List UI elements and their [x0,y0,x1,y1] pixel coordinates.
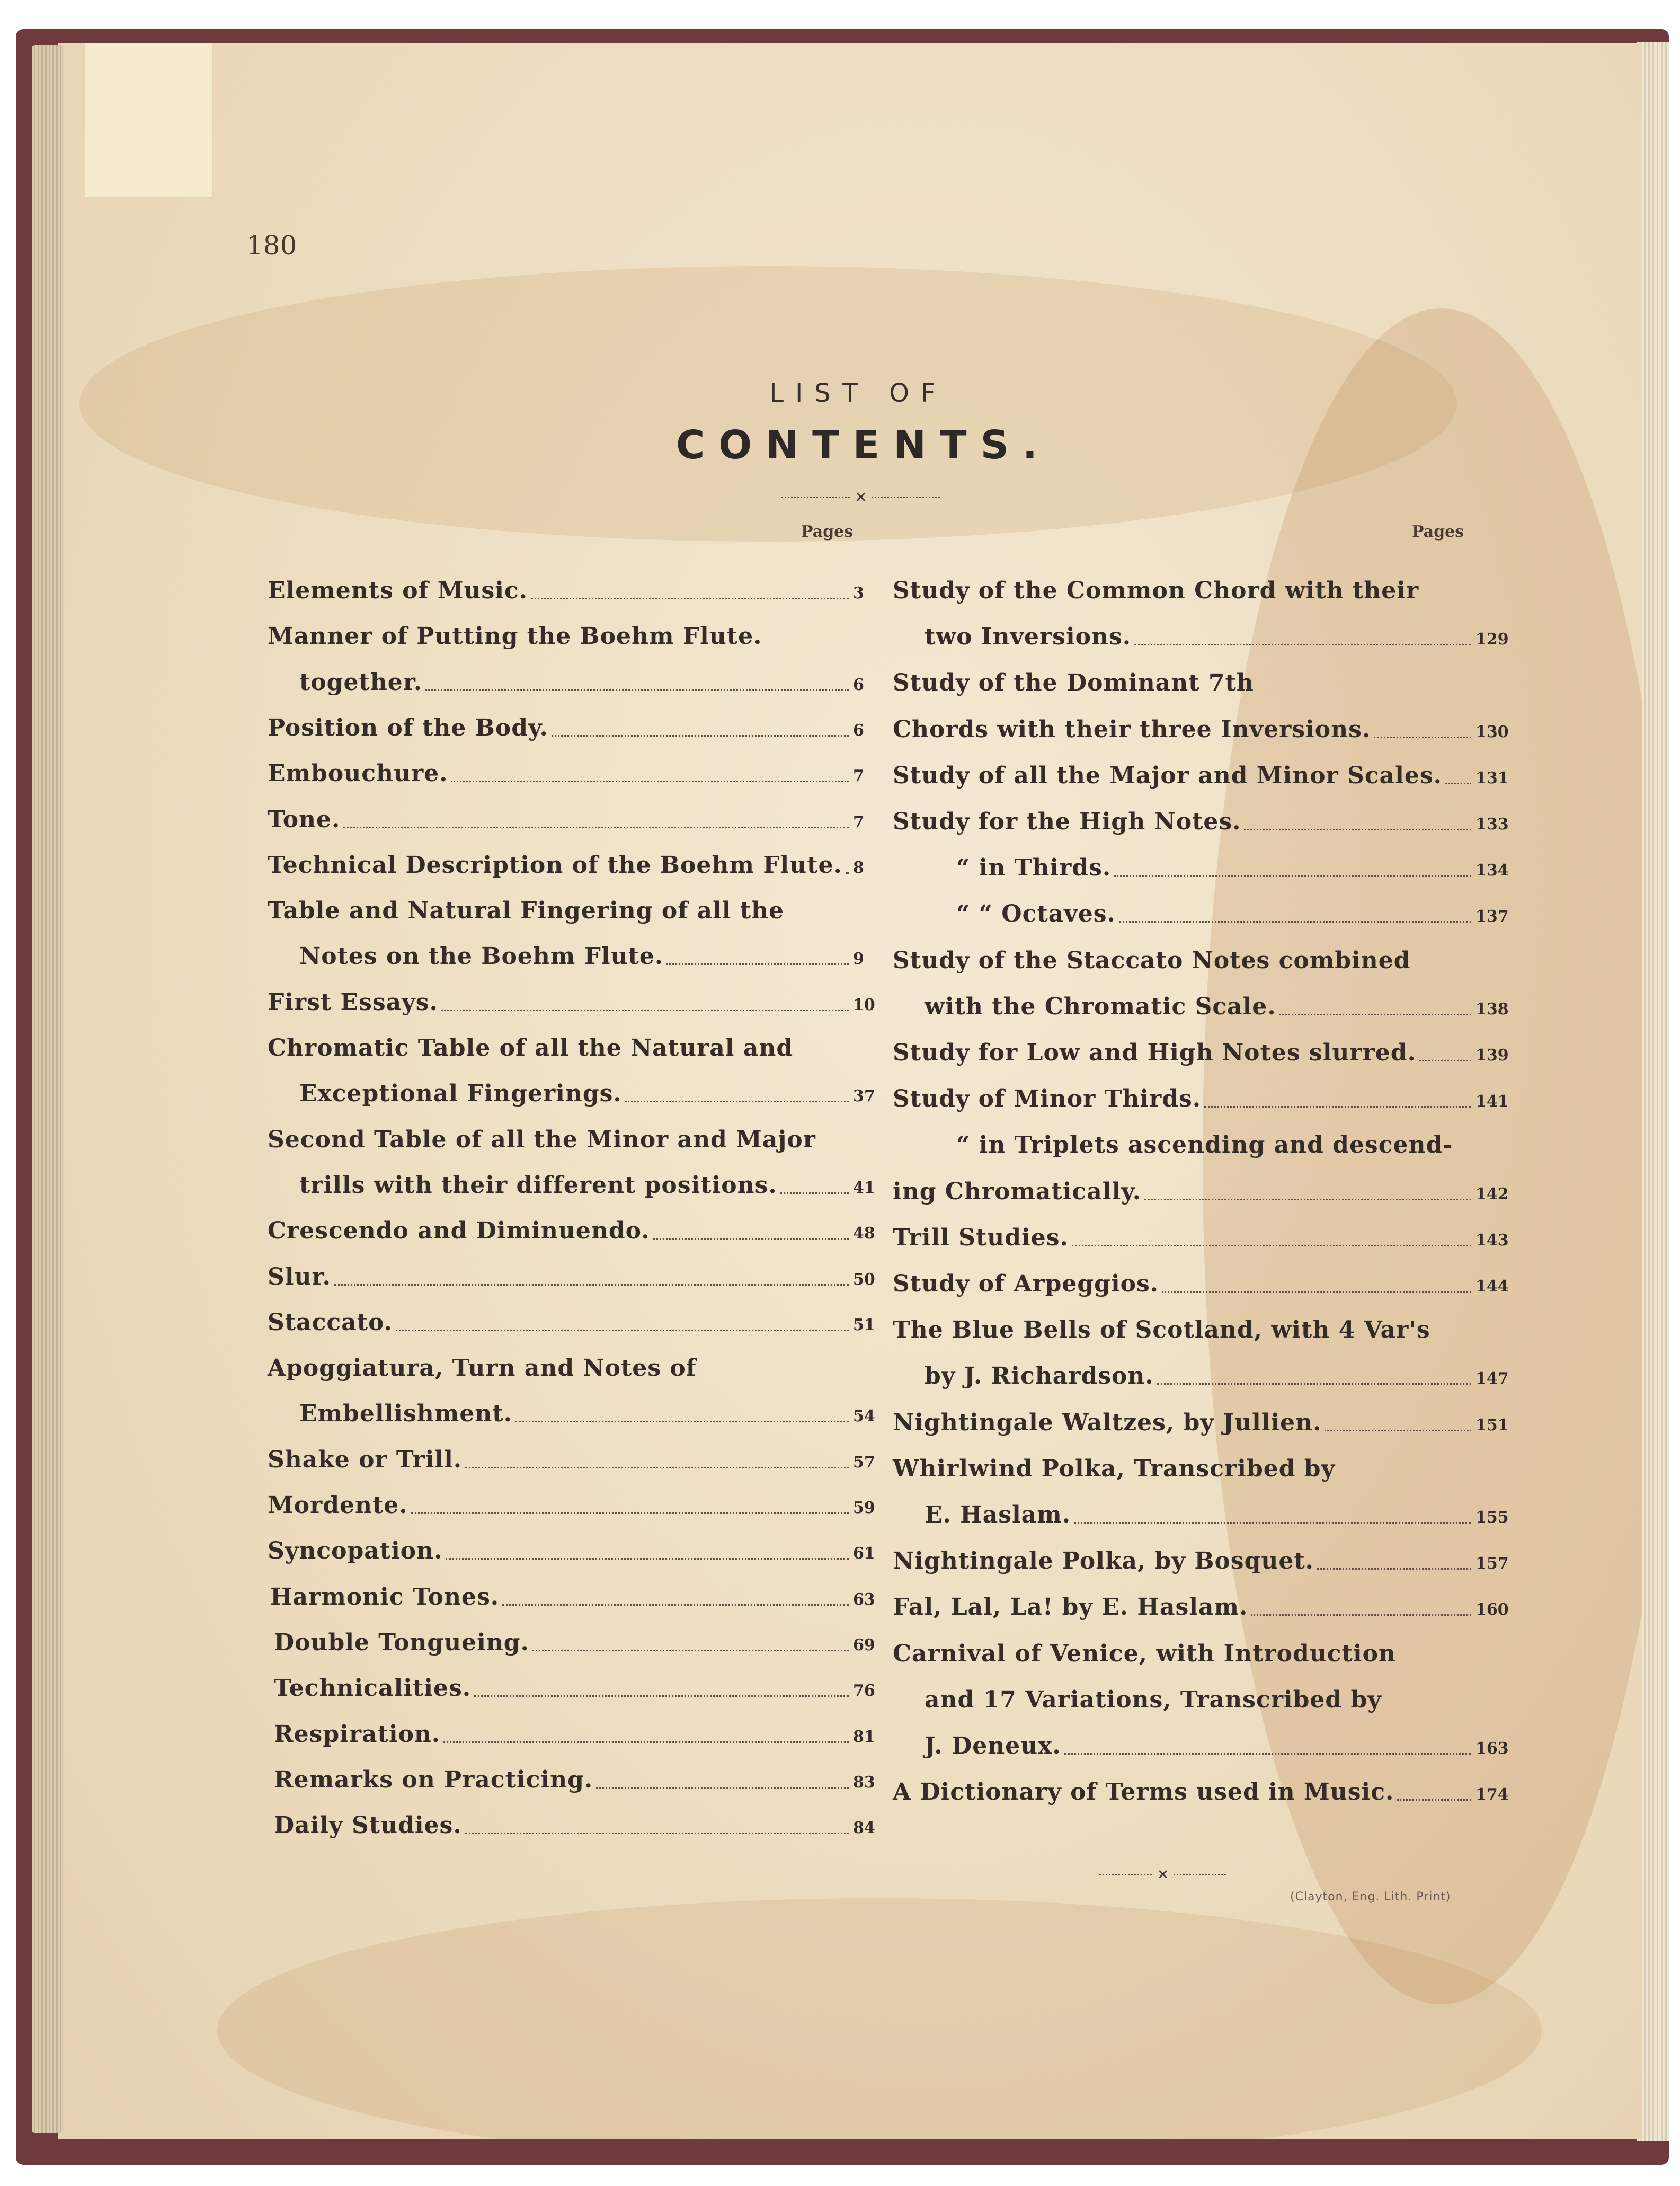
contents-entry [893,1582,1518,1619]
entry-page-number: 147 [1475,1369,1509,1388]
entry-title: Fal, Lal, La! by E. Haslam. [893,1594,1248,1621]
entry-title: Notes on the Boehm Flute. [299,943,664,970]
contents-entry [893,750,1518,787]
dot-leader [343,827,849,828]
contents-entry [925,1490,1518,1527]
contents-entry [893,1397,1518,1435]
entry-title: Elements of Music. [268,577,528,604]
lithographer-credit: (Clayton, Eng. Lith. Print) [1290,1890,1451,1904]
entry-page-number: 37 [853,1087,875,1106]
entry-page-number: 141 [1475,1092,1509,1111]
entry-page-number: 143 [1475,1231,1509,1250]
entry-title: Position of the Body. [268,714,548,741]
entry-title: Trill Studies. [893,1224,1069,1251]
entry-title: Technicalities. [274,1675,472,1702]
svg-text:✕: ✕ [855,490,867,506]
dot-leader [532,1650,849,1651]
entry-title: Study of Minor Thirds. [893,1085,1202,1113]
entry-title: Remarks on Practicing. [274,1766,593,1793]
dot-leader [1419,1060,1471,1061]
dot-leader [1162,1291,1471,1293]
paper-tab [85,43,213,198]
entry-title: Second Table of all the Minor and Major [268,1126,816,1153]
contents-entry [268,611,895,648]
entry-page-number: 160 [1475,1600,1509,1619]
contents-entry [268,703,895,740]
title-list-of: LIST OF [769,378,947,408]
entry-title: and 17 Variations, Transcribed by [925,1686,1382,1713]
entry-page-number: 139 [1475,1046,1509,1065]
dot-leader [1445,783,1471,784]
entry-page-number: 6 [853,675,864,694]
entry-page-number: 50 [853,1270,875,1289]
entry-page-number: 51 [853,1315,875,1334]
entry-title: Embouchure. [268,760,448,787]
entry-page-number: 81 [853,1727,875,1746]
contents-entry [268,1023,895,1060]
entry-page-number: 137 [1475,907,1509,926]
contents-entry [893,1074,1518,1111]
entry-title: Study of the Staccato Notes combined [893,946,1411,974]
entry-title: Chromatic Table of all the Natural and [268,1034,794,1061]
entry-title: Apoggiatura, Turn and Notes of [268,1355,697,1382]
dot-leader [515,1421,849,1422]
entry-page-number: 134 [1475,861,1509,880]
contents-entry [956,889,1518,926]
page-edge-left [32,45,64,2133]
dot-leader [1317,1568,1471,1570]
entry-title: The Blue Bells of Scotland, with 4 Var's [893,1316,1430,1344]
contents-entry [274,1800,895,1837]
dot-leader [846,872,849,874]
dot-leader [1325,1430,1471,1431]
entry-page-number: 41 [853,1178,875,1197]
entry-title: Syncopation. [268,1537,443,1565]
dot-leader [474,1695,849,1697]
contents-entry [893,1536,1518,1573]
dot-leader [653,1238,849,1240]
entry-page-number: 138 [1475,999,1509,1019]
entry-title: Study of Arpeggios. [893,1270,1159,1297]
dot-leader [1074,1522,1471,1524]
dot-leader [443,1741,849,1743]
dot-leader [1397,1799,1471,1801]
contents-entry [268,1206,895,1243]
contents-entry [925,1721,1518,1758]
svg-text:✕: ✕ [1157,1867,1169,1882]
entry-title: A Dictionary of Terms used in Music. [893,1778,1394,1806]
contents-entry [268,1435,895,1472]
dot-leader [1114,875,1471,877]
contents-entry [893,565,1518,603]
contents-entry [268,1297,895,1334]
dot-leader [396,1330,849,1331]
contents-entry [268,1480,895,1517]
entry-title: “ in Thirds. [956,854,1112,882]
contents-entry [893,1444,1518,1481]
contents-entry [299,1160,895,1197]
entry-page-number: 151 [1475,1415,1509,1435]
contents-entry [268,1114,895,1152]
dot-leader [1072,1245,1471,1246]
dot-leader [465,1467,849,1468]
entry-page-number: 84 [853,1819,875,1838]
entry-title: Crescendo and Diminuendo. [268,1217,650,1245]
entry-page-number: 83 [853,1773,875,1792]
contents-entry [274,1617,895,1654]
dot-leader [446,1558,849,1560]
entry-title: Whirlwind Polka, Transcribed by [893,1455,1336,1482]
contents-entry [925,1351,1518,1388]
entry-title: Study of all the Major and Minor Scales. [893,762,1442,789]
contents-entry [274,1663,895,1700]
contents-entry [299,657,895,694]
contents-entry [893,1213,1518,1250]
entry-title: First Essays. [268,988,438,1016]
contents-entry [893,1305,1518,1342]
contents-entry [268,886,895,923]
entry-page-number: 129 [1475,630,1509,649]
dot-leader [502,1604,849,1606]
contents-entry [893,1259,1518,1296]
dot-leader [1374,737,1471,738]
entry-page-number: 54 [853,1407,875,1426]
dot-leader [451,781,849,782]
entry-title: “ “ Octaves. [956,900,1116,928]
dot-leader [334,1284,849,1286]
title-ornament [781,490,940,506]
entry-title: Study of the Dominant 7th [893,669,1254,697]
page-title: CONTENTS. [676,422,1051,468]
contents-entry [893,658,1518,695]
entry-page-number: 133 [1475,815,1509,834]
entry-title: Slur. [268,1263,331,1290]
dot-leader [465,1833,849,1834]
contents-entry [893,1629,1518,1666]
entry-page-number: 48 [853,1224,875,1243]
entry-page-number: 130 [1475,722,1509,741]
entry-page-number: 59 [853,1499,875,1517]
entry-page-number: 174 [1475,1785,1509,1804]
entry-title: trills with their different positions. [299,1171,777,1199]
contents-entry [893,1767,1518,1804]
entry-title: Technical Description of the Boehm Flute. [268,851,842,879]
dot-leader [1064,1753,1471,1755]
entry-title: Tone. [268,806,341,833]
entry-page-number: 142 [1475,1184,1509,1203]
entry-page-number: 10 [853,995,875,1014]
entry-title: Study for Low and High Notes slurred. [893,1039,1416,1066]
entry-page-number: 69 [853,1635,875,1654]
entry-title: Study for the High Notes. [893,808,1241,835]
entry-page-number: 144 [1475,1277,1509,1296]
dot-leader [1279,1014,1471,1015]
dot-leader [625,1101,849,1102]
entry-title: by J. Richardson. [925,1362,1154,1390]
entry-title: Study of the Common Chord with their [893,577,1419,604]
entry-title: Table and Natural Fingering of all the [268,897,785,925]
dot-leader [441,1010,849,1011]
contents-entry [268,1252,895,1289]
footer-ornament [1099,1866,1226,1882]
page-number: 180 [246,230,297,261]
entry-title: “ in Triplets ascending and descend- [956,1131,1453,1159]
entry-page-number: 155 [1475,1508,1509,1527]
entry-title: Chords with their three Inversions. [893,715,1371,743]
contents-entry [270,1572,895,1609]
contents-entry [274,1755,895,1792]
dot-leader [1144,1199,1471,1200]
dot-leader [1204,1106,1471,1108]
contents-entry [299,931,895,968]
dot-leader [596,1787,849,1789]
contents-entry [956,843,1518,880]
contents-entry [956,1120,1518,1157]
entry-page-number: 76 [853,1681,875,1701]
entry-title: ing Chromatically. [893,1178,1141,1205]
entry-title: Double Tongueing. [274,1629,529,1656]
dot-leader [780,1192,849,1194]
dot-leader [552,735,849,737]
entry-title: Carnival of Venice, with Introduction [893,1640,1396,1667]
contents-entry [268,977,895,1014]
entry-title: J. Deneux. [925,1732,1061,1759]
dot-leader [1244,829,1471,830]
entry-title: Embellishment. [299,1400,512,1428]
entry-page-number: 163 [1475,1739,1509,1758]
entry-title: Manner of Putting the Boehm Flute. [268,623,762,650]
dot-leader [1157,1383,1471,1385]
entry-page-number: 9 [853,950,864,969]
entry-title: Harmonic Tones. [270,1583,500,1610]
contents-entry [274,1709,895,1746]
contents-entry [268,794,895,831]
contents-entry [893,1166,1518,1203]
contents-entry [299,1388,895,1426]
contents-entry [268,565,895,603]
contents-entry [893,935,1518,972]
contents-entry [268,1343,895,1380]
contents-entry [893,1028,1518,1065]
contents-entry [299,1068,895,1108]
water-stain [217,1898,1542,2139]
entry-title: Nightingale Waltzes, by Jullien. [893,1409,1322,1436]
entry-title: together. [299,668,423,696]
entry-page-number: 57 [853,1453,875,1472]
contents-entry [925,1675,1518,1712]
entry-page-number: 61 [853,1544,875,1563]
contents-entry [268,1526,895,1563]
entry-title: E. Haslam. [925,1501,1071,1528]
pages-header-right: Pages [1412,523,1464,541]
contents-entry [925,981,1518,1019]
entry-title: two Inversions. [925,623,1132,651]
dot-leader [411,1512,849,1514]
contents-page [58,43,1642,2139]
entry-page-number: 7 [853,767,864,786]
entry-title: Staccato. [268,1308,393,1336]
dot-leader [666,963,849,965]
pages-header-left: Pages [801,523,854,541]
entry-title: Exceptional Fingerings. [299,1080,622,1108]
contents-entry [268,840,895,877]
dot-leader [1119,921,1471,923]
entry-title: Respiration. [274,1720,441,1748]
dot-leader [1251,1614,1471,1616]
contents-entry [268,748,895,785]
entry-title: Shake or Trill. [268,1446,463,1473]
dot-leader [531,598,849,599]
contents-entry [893,704,1518,741]
contents-entry [925,612,1518,649]
entry-title: Mordente. [268,1492,408,1519]
entry-page-number: 7 [853,812,864,831]
entry-title: with the Chromatic Scale. [925,993,1276,1020]
dot-leader [425,689,849,691]
entry-page-number: 6 [853,721,864,740]
entry-title: Nightingale Polka, by Bosquet. [893,1547,1314,1575]
entry-page-number: 131 [1475,768,1509,787]
entry-page-number: 63 [853,1590,875,1609]
entry-title: Daily Studies. [274,1812,462,1839]
entry-page-number: 157 [1475,1554,1509,1573]
contents-entry [893,796,1518,834]
dot-leader [1134,644,1471,645]
entry-page-number: 8 [853,858,864,877]
entry-page-number: 3 [853,584,864,603]
